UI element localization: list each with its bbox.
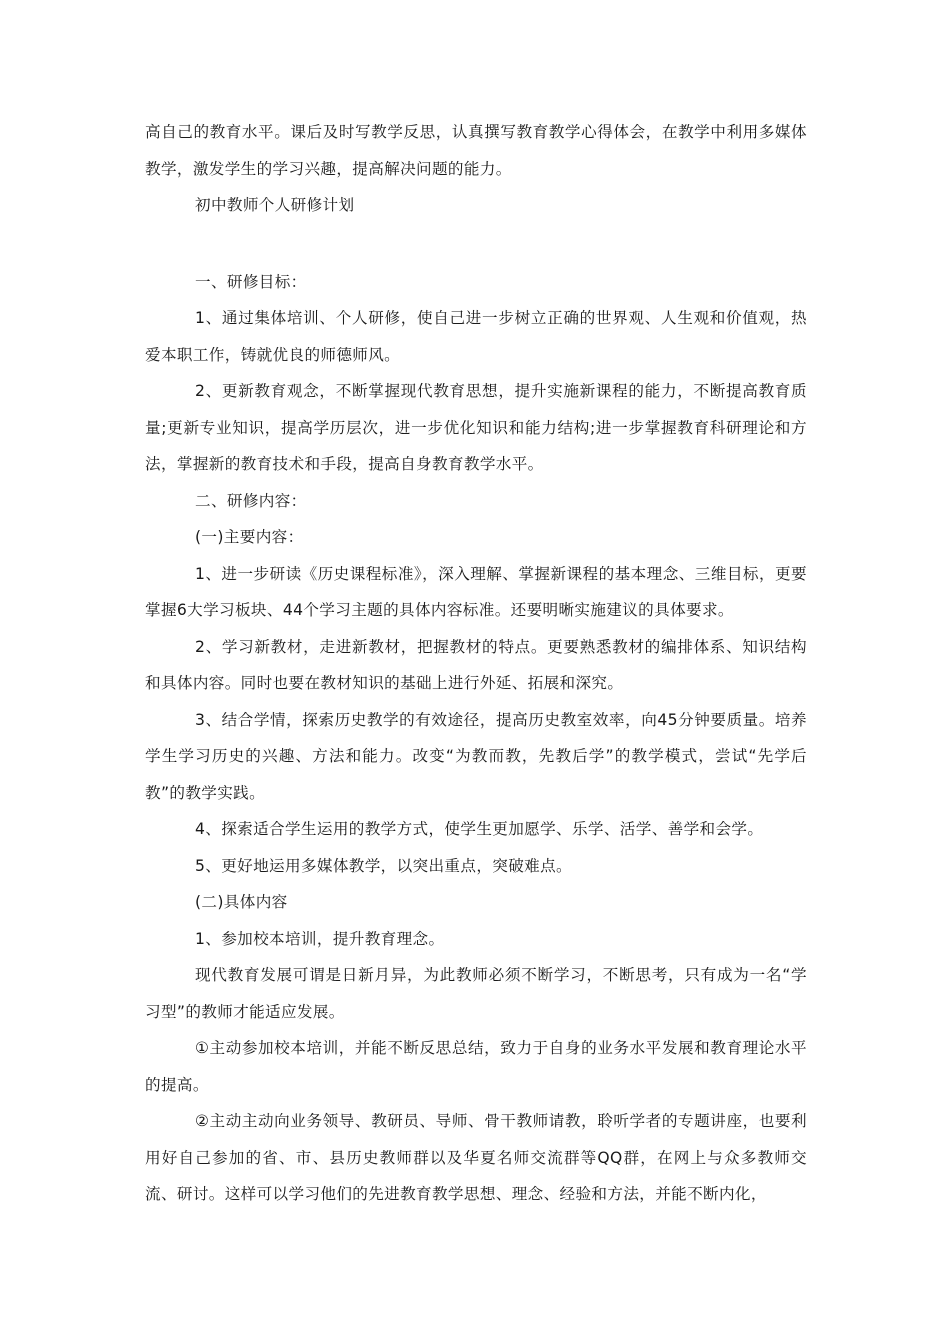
content-item-4: 4、探索适合学生运用的教学方式，使学生更加愿学、乐学、活学、善学和会学。 xyxy=(195,820,764,838)
section-heading-goals: 一、研修目标： xyxy=(195,272,307,291)
circled-item-2: ②主动主动向业务领导、教研员、导师、骨干教师请教，聆听学者的专题讲座，也要利用好自己参加的省、市、县历史教师群以及华夏名师交流群等QQ群，在网上与众多教师交流、研讨。这样可以学习他们的先进教育教学思想、理念、经验和方法，并能不断内化， xyxy=(145,1112,807,1203)
content-item-1: 1、进一步研读《历史课程标准》，深入理解、掌握新课程的基本理念、三维目标，更要掌握6大学习板块、44个学习主题的具体内容标准。还要明晰实施建议的具体要求。 xyxy=(145,564,807,619)
subsection-heading-specific: (二)具体内容 xyxy=(195,893,288,911)
document-body xyxy=(145,114,807,1213)
blank-line xyxy=(145,224,807,264)
circled-item-1: ①主动参加校本培训，并能不断反思总结，致力于自身的业务水平发展和教育理论水平的提高。 xyxy=(145,1039,807,1094)
goal-item-2: 2、更新教育观念，不断掌握现代教育思想，提升实施新课程的能力，不断提高教育质量;更新专业知识，提高学历层次，进一步优化知识和能力结构;进一步掌握教育科研理论和方法，掌握新的教育技术和手段，提高自身教育教学水平。 xyxy=(145,382,807,473)
body-paragraph: 现代教育发展可谓是日新月异，为此教师必须不断学习，不断思考，只有成为一名“学习型”的教师才能适应发展。 xyxy=(145,966,807,1021)
document-title: 初中教师个人研修计划 xyxy=(195,196,355,214)
specific-item-1: 1、参加校本培训，提升教育理念。 xyxy=(195,929,445,948)
section-heading-content: 二、研修内容： xyxy=(195,491,307,510)
paragraph-continuation: 高自己的教育水平。课后及时写教学反思，认真撰写教育教学心得体会，在教学中利用多媒体教学，激发学生的学习兴趣，提高解决问题的能力。 xyxy=(145,123,807,178)
goal-item-1: 1、通过集体培训、个人研修，使自己进一步树立正确的世界观、人生观和价值观，热爱本职工作，铸就优良的师德师风。 xyxy=(145,309,807,364)
content-item-2: 2、学习新教材，走进新教材，把握教材的特点。更要熟悉教材的编排体系、知识结构和具体内容。同时也要在教材知识的基础上进行外延、拓展和深究。 xyxy=(145,637,807,692)
content-item-3: 3、结合学情，探索历史教学的有效途径，提高历史教室效率，向45分钟要质量。培养学生学习历史的兴趣、方法和能力。改变“为教而教，先教后学”的教学模式，尝试“先学后教”的教学实践。 xyxy=(145,710,807,802)
content-item-5: 5、更好地运用多媒体教学，以突出重点，突破难点。 xyxy=(195,856,572,875)
subsection-heading-main: (一)主要内容： xyxy=(195,528,304,546)
